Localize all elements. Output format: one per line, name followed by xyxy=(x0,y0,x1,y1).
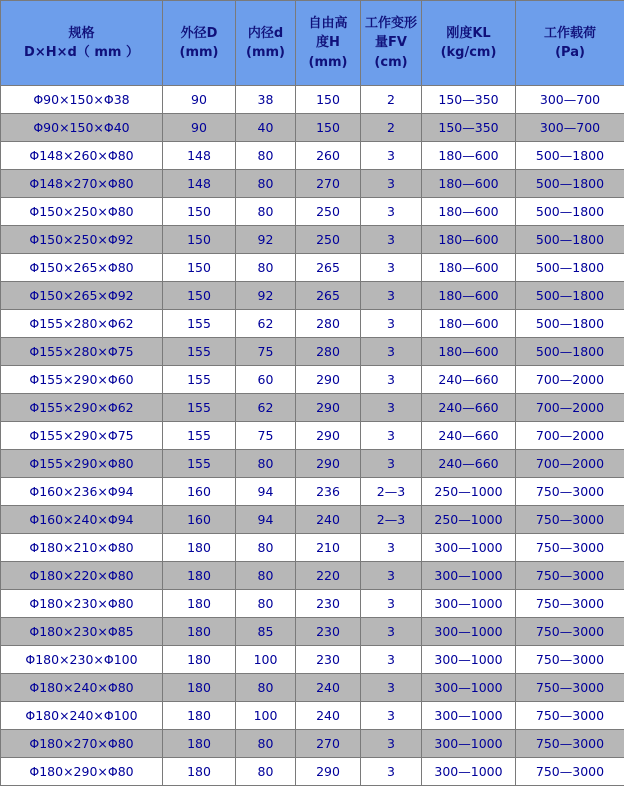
data-cell: 180 xyxy=(163,618,236,646)
column-header-4 xyxy=(361,1,422,86)
data-cell: 500—1800 xyxy=(516,254,624,282)
data-cell: 750—3000 xyxy=(516,674,624,702)
data-cell: 500—1800 xyxy=(516,338,624,366)
data-cell: 3 xyxy=(361,702,422,730)
table-row xyxy=(1,366,624,394)
data-cell: 80 xyxy=(236,562,296,590)
data-cell: 150 xyxy=(163,198,236,226)
spec-cell: Φ155×280×Φ62 xyxy=(1,310,163,338)
data-cell: 155 xyxy=(163,450,236,478)
data-cell: 3 xyxy=(361,338,422,366)
data-cell: 150 xyxy=(163,282,236,310)
column-header-line: 规格 xyxy=(2,24,161,44)
data-cell: 750—3000 xyxy=(516,534,624,562)
data-cell: 300—1000 xyxy=(422,730,516,758)
data-cell: 80 xyxy=(236,590,296,618)
data-cell: 80 xyxy=(236,730,296,758)
data-cell: 300—1000 xyxy=(422,534,516,562)
table-row xyxy=(1,198,624,226)
table-row xyxy=(1,86,624,114)
table-row xyxy=(1,450,624,478)
data-cell: 3 xyxy=(361,198,422,226)
table-row xyxy=(1,478,624,506)
table-row xyxy=(1,702,624,730)
spec-cell: Φ90×150×Φ38 xyxy=(1,86,163,114)
table-header xyxy=(1,1,624,86)
data-cell: 180—600 xyxy=(422,142,516,170)
data-cell: 90 xyxy=(163,114,236,142)
data-cell: 180 xyxy=(163,730,236,758)
column-header-line: D×H×d（ mm ） xyxy=(2,43,161,63)
data-cell: 700—2000 xyxy=(516,450,624,478)
spec-cell: Φ155×290×Φ60 xyxy=(1,366,163,394)
table-row xyxy=(1,338,624,366)
data-cell: 3 xyxy=(361,254,422,282)
table-row xyxy=(1,506,624,534)
table-row xyxy=(1,394,624,422)
data-cell: 160 xyxy=(163,478,236,506)
data-cell: 300—1000 xyxy=(422,702,516,730)
spec-cell: Φ148×260×Φ80 xyxy=(1,142,163,170)
data-cell: 155 xyxy=(163,338,236,366)
column-header-6 xyxy=(516,1,624,86)
column-header-1 xyxy=(163,1,236,86)
data-cell: 700—2000 xyxy=(516,394,624,422)
data-cell: 3 xyxy=(361,450,422,478)
data-cell: 290 xyxy=(296,758,361,786)
data-cell: 180—600 xyxy=(422,198,516,226)
data-cell: 150 xyxy=(163,254,236,282)
data-cell: 155 xyxy=(163,422,236,450)
data-cell: 500—1800 xyxy=(516,226,624,254)
data-cell: 240—660 xyxy=(422,422,516,450)
data-cell: 300—1000 xyxy=(422,646,516,674)
table-row xyxy=(1,254,624,282)
column-header-line: (Pa) xyxy=(517,43,623,63)
data-cell: 300—1000 xyxy=(422,562,516,590)
spec-cell: Φ90×150×Φ40 xyxy=(1,114,163,142)
data-cell: 500—1800 xyxy=(516,282,624,310)
data-cell: 3 xyxy=(361,366,422,394)
data-cell: 180 xyxy=(163,758,236,786)
data-cell: 80 xyxy=(236,758,296,786)
column-header-3 xyxy=(296,1,361,86)
data-cell: 220 xyxy=(296,562,361,590)
table-row xyxy=(1,226,624,254)
column-header-line: 内径d xyxy=(237,24,294,44)
data-cell: 210 xyxy=(296,534,361,562)
data-cell: 3 xyxy=(361,618,422,646)
data-cell: 290 xyxy=(296,422,361,450)
data-cell: 260 xyxy=(296,142,361,170)
data-cell: 3 xyxy=(361,562,422,590)
data-cell: 250—1000 xyxy=(422,478,516,506)
table-row xyxy=(1,282,624,310)
data-cell: 180 xyxy=(163,590,236,618)
data-cell: 100 xyxy=(236,646,296,674)
data-cell: 150—350 xyxy=(422,114,516,142)
table-row xyxy=(1,646,624,674)
data-cell: 92 xyxy=(236,282,296,310)
column-header-line: 外径D xyxy=(164,24,234,44)
table-row xyxy=(1,758,624,786)
table-row xyxy=(1,618,624,646)
data-cell: 3 xyxy=(361,142,422,170)
table-body xyxy=(1,86,624,786)
data-cell: 180 xyxy=(163,674,236,702)
data-cell: 2 xyxy=(361,114,422,142)
data-cell: 300—1000 xyxy=(422,618,516,646)
data-cell: 240—660 xyxy=(422,450,516,478)
spec-cell: Φ180×240×Φ80 xyxy=(1,674,163,702)
data-cell: 85 xyxy=(236,618,296,646)
data-cell: 280 xyxy=(296,338,361,366)
spec-cell: Φ180×230×Φ100 xyxy=(1,646,163,674)
spec-cell: Φ180×240×Φ100 xyxy=(1,702,163,730)
data-cell: 2—3 xyxy=(361,478,422,506)
spec-cell: Φ150×250×Φ80 xyxy=(1,198,163,226)
data-cell: 500—1800 xyxy=(516,170,624,198)
data-cell: 240 xyxy=(296,674,361,702)
data-cell: 270 xyxy=(296,730,361,758)
spec-cell: Φ155×280×Φ75 xyxy=(1,338,163,366)
data-cell: 155 xyxy=(163,366,236,394)
table-row xyxy=(1,562,624,590)
data-cell: 60 xyxy=(236,366,296,394)
data-cell: 180—600 xyxy=(422,170,516,198)
data-cell: 150—350 xyxy=(422,86,516,114)
data-cell: 250—1000 xyxy=(422,506,516,534)
data-cell: 300—700 xyxy=(516,114,624,142)
spec-cell: Φ180×270×Φ80 xyxy=(1,730,163,758)
data-cell: 250 xyxy=(296,198,361,226)
data-cell: 270 xyxy=(296,170,361,198)
data-cell: 290 xyxy=(296,394,361,422)
spec-cell: Φ160×240×Φ94 xyxy=(1,506,163,534)
data-cell: 240 xyxy=(296,702,361,730)
data-cell: 230 xyxy=(296,618,361,646)
data-cell: 3 xyxy=(361,422,422,450)
data-cell: 80 xyxy=(236,674,296,702)
data-cell: 300—1000 xyxy=(422,590,516,618)
table-row xyxy=(1,534,624,562)
data-cell: 240—660 xyxy=(422,394,516,422)
table-row xyxy=(1,590,624,618)
data-cell: 300—700 xyxy=(516,86,624,114)
column-header-2 xyxy=(236,1,296,86)
spec-cell: Φ150×265×Φ92 xyxy=(1,282,163,310)
column-header-line: (cm) xyxy=(362,53,420,73)
data-cell: 750—3000 xyxy=(516,506,624,534)
spec-cell: Φ180×230×Φ85 xyxy=(1,618,163,646)
data-cell: 300—1000 xyxy=(422,674,516,702)
data-cell: 750—3000 xyxy=(516,590,624,618)
data-cell: 230 xyxy=(296,590,361,618)
column-header-line: (mm) xyxy=(297,53,359,73)
data-cell: 94 xyxy=(236,506,296,534)
data-cell: 300—1000 xyxy=(422,758,516,786)
spec-cell: Φ180×210×Φ80 xyxy=(1,534,163,562)
data-cell: 2 xyxy=(361,86,422,114)
data-cell: 150 xyxy=(296,114,361,142)
column-header-line: (kg/cm) xyxy=(423,43,514,63)
data-cell: 148 xyxy=(163,170,236,198)
data-cell: 240—660 xyxy=(422,366,516,394)
table-row xyxy=(1,730,624,758)
data-cell: 92 xyxy=(236,226,296,254)
data-cell: 3 xyxy=(361,534,422,562)
data-cell: 3 xyxy=(361,646,422,674)
data-cell: 230 xyxy=(296,646,361,674)
data-cell: 155 xyxy=(163,394,236,422)
data-cell: 40 xyxy=(236,114,296,142)
data-cell: 3 xyxy=(361,282,422,310)
data-cell: 290 xyxy=(296,450,361,478)
table-row xyxy=(1,310,624,338)
column-header-line: 工作载荷 xyxy=(517,24,623,44)
data-cell: 265 xyxy=(296,282,361,310)
column-header-line: 工作变形 xyxy=(362,14,420,34)
data-cell: 750—3000 xyxy=(516,646,624,674)
data-cell: 500—1800 xyxy=(516,198,624,226)
table-row xyxy=(1,674,624,702)
data-cell: 90 xyxy=(163,86,236,114)
data-cell: 80 xyxy=(236,450,296,478)
table-row xyxy=(1,142,624,170)
data-cell: 80 xyxy=(236,254,296,282)
data-cell: 236 xyxy=(296,478,361,506)
data-cell: 3 xyxy=(361,758,422,786)
spec-cell: Φ148×270×Φ80 xyxy=(1,170,163,198)
data-cell: 148 xyxy=(163,142,236,170)
data-cell: 3 xyxy=(361,730,422,758)
data-cell: 750—3000 xyxy=(516,478,624,506)
data-cell: 290 xyxy=(296,366,361,394)
spec-cell: Φ180×290×Φ80 xyxy=(1,758,163,786)
data-cell: 280 xyxy=(296,310,361,338)
data-cell: 180—600 xyxy=(422,254,516,282)
data-cell: 3 xyxy=(361,170,422,198)
data-cell: 80 xyxy=(236,534,296,562)
data-cell: 180 xyxy=(163,702,236,730)
data-cell: 62 xyxy=(236,394,296,422)
data-cell: 80 xyxy=(236,142,296,170)
column-header-5 xyxy=(422,1,516,86)
data-cell: 155 xyxy=(163,310,236,338)
data-cell: 180—600 xyxy=(422,310,516,338)
data-cell: 240 xyxy=(296,506,361,534)
column-header-line: 度H xyxy=(297,33,359,53)
spec-cell: Φ155×290×Φ75 xyxy=(1,422,163,450)
data-cell: 265 xyxy=(296,254,361,282)
spec-cell: Φ180×230×Φ80 xyxy=(1,590,163,618)
data-cell: 750—3000 xyxy=(516,562,624,590)
table-row xyxy=(1,114,624,142)
data-cell: 3 xyxy=(361,674,422,702)
data-cell: 94 xyxy=(236,478,296,506)
data-cell: 62 xyxy=(236,310,296,338)
spec-cell: Φ155×290×Φ80 xyxy=(1,450,163,478)
spec-cell: Φ150×265×Φ80 xyxy=(1,254,163,282)
column-header-line: (mm) xyxy=(164,43,234,63)
column-header-line: 量FV xyxy=(362,33,420,53)
data-cell: 180—600 xyxy=(422,338,516,366)
column-header-line: 刚度KL xyxy=(423,24,514,44)
data-cell: 180 xyxy=(163,562,236,590)
data-cell: 2—3 xyxy=(361,506,422,534)
column-header-line: 自由高 xyxy=(297,14,359,34)
data-cell: 180 xyxy=(163,534,236,562)
data-cell: 180 xyxy=(163,646,236,674)
data-cell: 150 xyxy=(163,226,236,254)
data-cell: 3 xyxy=(361,590,422,618)
data-cell: 80 xyxy=(236,170,296,198)
data-cell: 700—2000 xyxy=(516,366,624,394)
table-row xyxy=(1,170,624,198)
data-cell: 3 xyxy=(361,394,422,422)
column-header-line: (mm) xyxy=(237,43,294,63)
data-cell: 500—1800 xyxy=(516,310,624,338)
data-cell: 75 xyxy=(236,338,296,366)
data-cell: 750—3000 xyxy=(516,730,624,758)
spec-cell: Φ180×220×Φ80 xyxy=(1,562,163,590)
data-cell: 180—600 xyxy=(422,226,516,254)
data-cell: 180—600 xyxy=(422,282,516,310)
table-row xyxy=(1,422,624,450)
data-cell: 75 xyxy=(236,422,296,450)
spec-cell: Φ150×250×Φ92 xyxy=(1,226,163,254)
data-cell: 500—1800 xyxy=(516,142,624,170)
data-cell: 250 xyxy=(296,226,361,254)
spec-cell: Φ155×290×Φ62 xyxy=(1,394,163,422)
column-header-0 xyxy=(1,1,163,86)
data-cell: 750—3000 xyxy=(516,702,624,730)
data-cell: 700—2000 xyxy=(516,422,624,450)
data-cell: 38 xyxy=(236,86,296,114)
spec-cell: Φ160×236×Φ94 xyxy=(1,478,163,506)
data-cell: 80 xyxy=(236,198,296,226)
data-cell: 3 xyxy=(361,226,422,254)
data-cell: 750—3000 xyxy=(516,618,624,646)
data-cell: 160 xyxy=(163,506,236,534)
data-cell: 100 xyxy=(236,702,296,730)
data-cell: 150 xyxy=(296,86,361,114)
data-cell: 750—3000 xyxy=(516,758,624,786)
data-cell: 3 xyxy=(361,310,422,338)
table-header-row xyxy=(1,1,624,86)
